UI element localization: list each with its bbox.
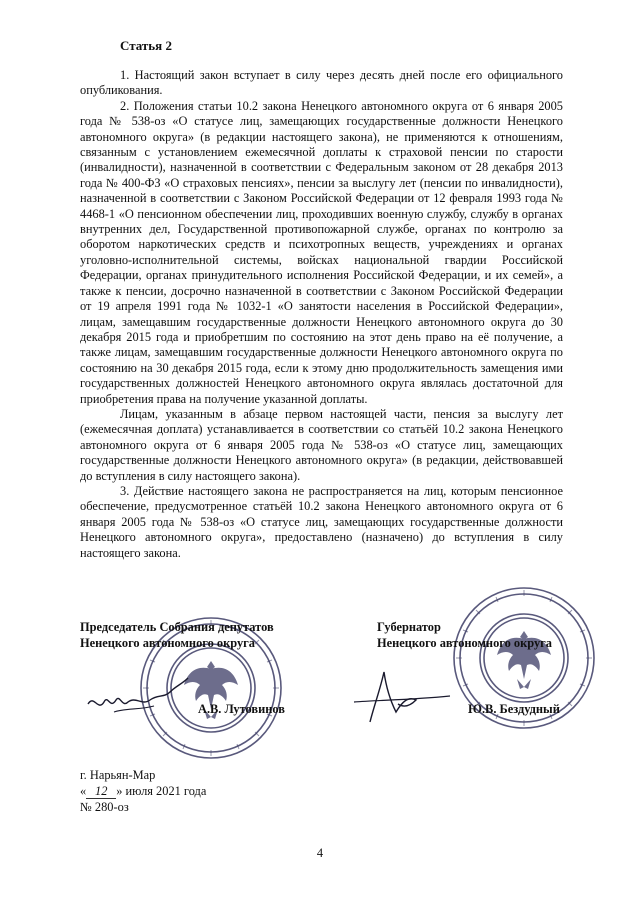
right-signatory-title: [377, 619, 552, 651]
page-number: 4: [316, 846, 324, 860]
right-signatory-name: Ю.В. Бездудный: [468, 702, 560, 716]
document-footer: [80, 767, 206, 815]
city: г. Нарьян-Мар: [80, 768, 156, 782]
right-handwritten-signature: [350, 660, 460, 730]
left-handwritten-signature: [84, 672, 194, 722]
date-open-quote: «: [80, 784, 87, 798]
paragraph: Лицам, указанным в абзаце первом настоящей части, пенсия за выслугу лет (ежемесячная доплата) устанавливается в соответствии со статьёй 10.2 закона Ненецкого автономного округа от 6 января 2005 года № 538-оз «О статусе лиц, замещающих государственные должности Ненецкого автономного округа» (в редакции, действовавшей до вступления в силу настоящего закона).: [80, 406, 563, 483]
article-body: [80, 68, 563, 561]
left-title-line: Ненецкого автономного округа: [80, 636, 255, 650]
law-number: № 280-оз: [80, 800, 129, 814]
date-day: 12: [86, 785, 116, 799]
left-title-line: Председатель Собрания депутатов: [80, 620, 274, 634]
paragraph: 3. Действие настоящего закона не распространяется на лиц, которым пенсионное обеспечение, предусмотренное статьёй 10.2 закона Ненецкого автономного округа от 6 января 2005 года № 538-оз «О статусе лиц, замещающих государственные должности Ненецкого автономного округа», предоставлено (назначено) до вступления в силу настоящего закона.: [80, 483, 563, 560]
right-title-line: Ненецкого автономного округа: [377, 636, 552, 650]
article-heading: Статья 2: [120, 38, 172, 53]
paragraph: 1. Настоящий закон вступает в силу через десять дней после его официального опубликования.: [80, 68, 563, 98]
left-signatory-title: [80, 619, 274, 651]
left-signatory-name: А.В. Лутовинов: [198, 702, 285, 716]
paragraph: 2. Положения статьи 10.2 закона Ненецкого автономного округа от 6 января 2005 года № 538-оз «О статусе лиц, замещающих государственные должности Ненецкого автономного округа» (в редакции настоящего закона), не применяются к отношениям, связанным с установлением ежемесячной доплаты к страховой пенсии по старости (инвалидности), назначенной в соответствии с Федеральным законом от 28 декабря 2013 года № 400-ФЗ «О страховых пенсиях», пенсии за выслугу лет (пенсии по инвалидности), назначенной в соответствии с Законом Российской Федерации от 12 февраля 1993 года № 4468-1 «О пенсионном обеспечении лиц, проходивших военную службу, службу в органах внутренних дел, Государственной противопожарной службе, органах по контролю за оборотом наркотических средств и психотропных веществ, учреждениях и органах уголовно-исполнительной системы, войсках национальной гвардии Российской Федерации, органах принудительного исполнения Российской Федерации, и их семей», а также к пенсии, досрочно назначенной в соответствии с Законом Российской Федерации от 19 апреля 1991 года № 1032-1 «О занятости населения в Российской Федерации», лицам, замещавшим государственные должности Ненецкого автономного округа до 30 декабря 2015 года и приобретшим по состоянию на этот день право на её получение, а также лицам, замещавшим государственные должности Ненецкого автономного округа по состоянию на 30 декабря 2015 года, если к этому дню продолжительность замещения ими государственных должностей Ненецкого автономного округа являлась достаточной для приобретения права на получение указанной доплаты.: [80, 98, 563, 406]
right-title-line: Губернатор: [377, 620, 441, 634]
date-rest: » июля 2021 года: [116, 784, 207, 798]
adoption-date: [80, 783, 206, 799]
